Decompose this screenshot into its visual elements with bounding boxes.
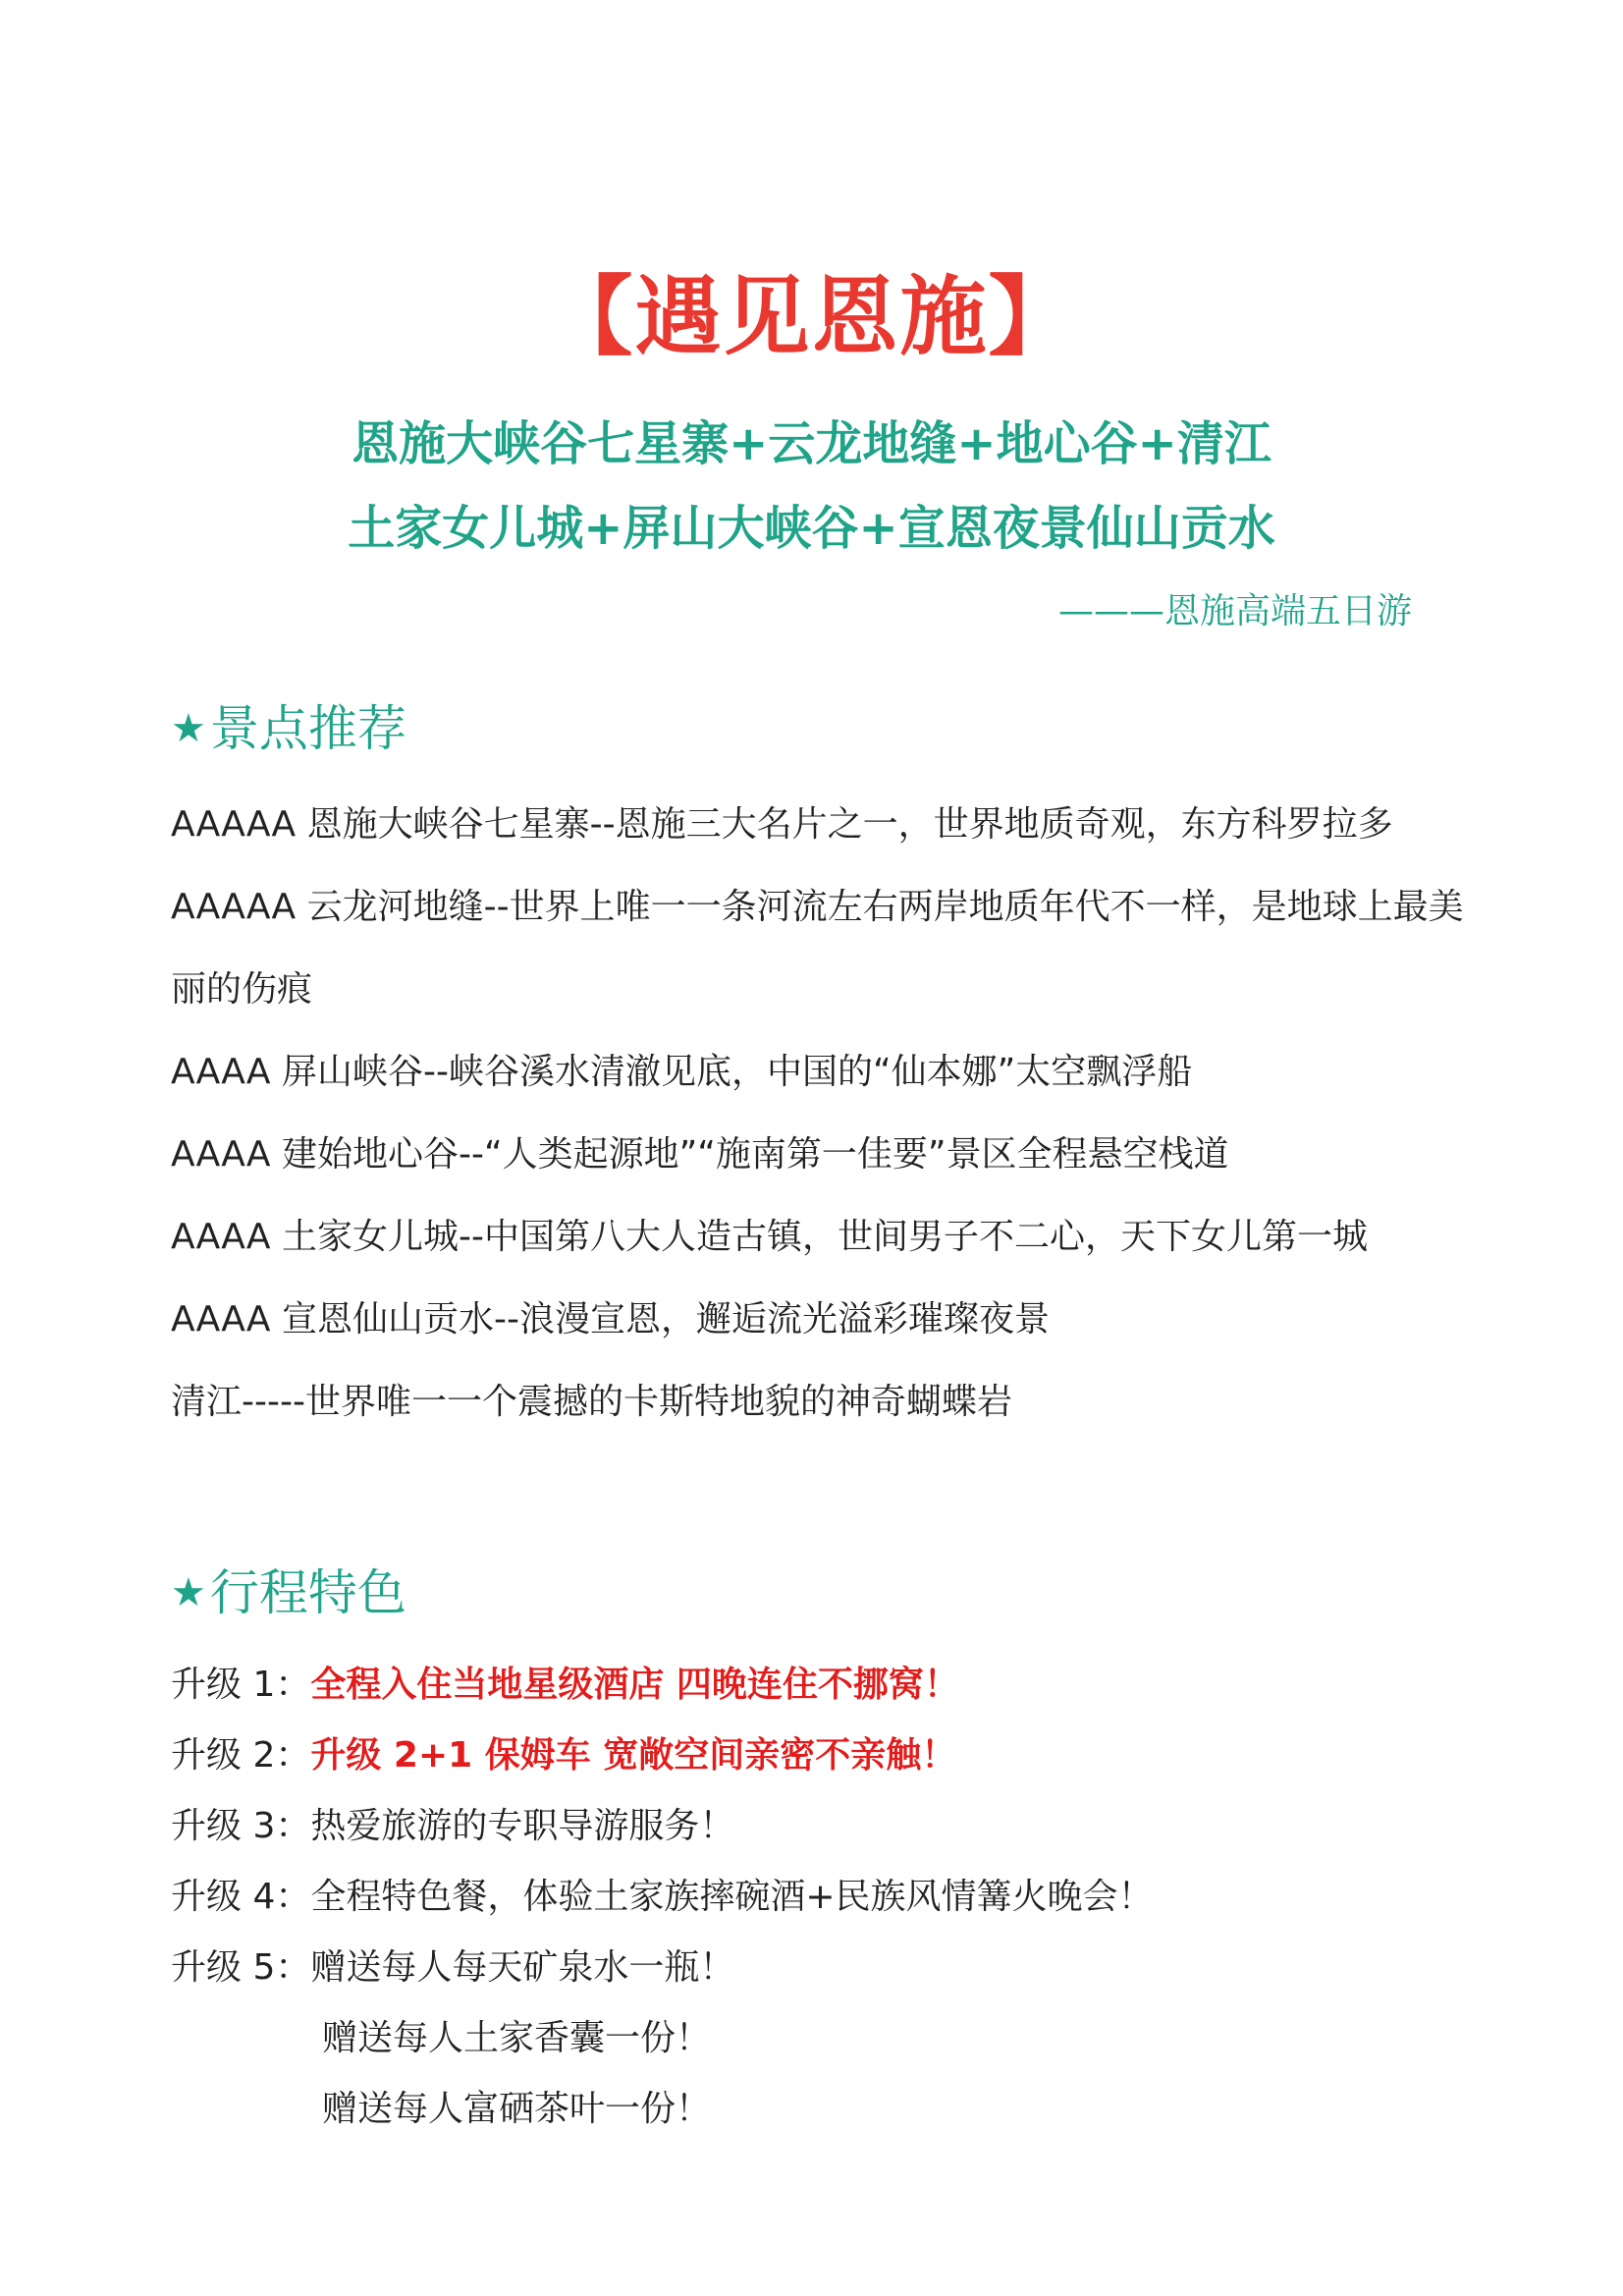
feature-item — [171, 1650, 1467, 1721]
section-heading-text: 景点推荐 — [209, 700, 406, 757]
star-icon: ★ — [171, 1570, 206, 1615]
spots-list — [171, 784, 1467, 1444]
section-heading-features — [171, 1561, 406, 1624]
feature-label: 升级 3： — [171, 1806, 311, 1846]
list-item: AAAAA 恩施大峡谷七星寨--恩施三大名片之一，世界地质奇观，东方科罗拉多 — [171, 804, 1393, 845]
feature-text: 全程入住当地星级酒店 四晚连住不挪窝！ — [310, 1665, 959, 1705]
list-item: AAAA 宣恩仙山贡水--浪漫宣恩，邂逅流光溢彩璀璨夜景 — [171, 1299, 1050, 1339]
subtitle-line-2: 土家女儿城+屏山大峡谷+宣恩夜景仙山贡水 — [348, 501, 1275, 556]
list-item: 清江-----世界唯一一个震撼的卡斯特地貌的神奇蝴蝶岩 — [171, 1382, 1012, 1422]
feature-text: 全程特色餐，体验土家族摔碗酒+民族风情篝火晚会！ — [310, 1877, 1154, 1917]
feature-item — [171, 1933, 1467, 2003]
feature-extra-item: 赠送每人富硒茶叶一份！ — [322, 2089, 712, 2129]
feature-item — [171, 1862, 1467, 1933]
feature-label: 升级 5： — [171, 1947, 311, 1988]
feature-label: 升级 2： — [171, 1735, 311, 1776]
list-item: AAAA 土家女儿城--中国第八大人造古镇，世间男子不二心，天下女儿第一城 — [171, 1217, 1368, 1257]
star-icon: ★ — [171, 706, 206, 751]
feature-text: 热爱旅游的专职导游服务！ — [310, 1806, 735, 1846]
list-item: AAAA 建始地心谷--“人类起源地”“施南第一佳要”景区全程悬空栈道 — [171, 1134, 1229, 1175]
features-list — [171, 1650, 1467, 2145]
feature-extra-item: 赠送每人土家香囊一份！ — [322, 2018, 712, 2058]
feature-item — [171, 1721, 1467, 1791]
tagline: ———恩施高端五日游 — [1057, 591, 1412, 631]
list-item: AAAA 屏山峡谷--峡谷溪水清澈见底，中国的“仙本娜”太空飘浮船 — [171, 1052, 1193, 1092]
feature-label: 升级 1： — [171, 1665, 311, 1705]
feature-text: 升级 2+1 保姆车 宽敞空间亲密不亲触！ — [310, 1735, 957, 1776]
feature-text: 赠送每人每天矿泉水一瓶！ — [310, 1947, 735, 1988]
list-item: AAAAA 云龙河地缝--世界上唯一一条河流左右两岸地质年代不一样，是地球上最美丽的伤痕 — [171, 887, 1464, 1010]
page-title: 【遇见恩施】 — [546, 266, 1077, 367]
feature-label: 升级 4： — [171, 1877, 311, 1917]
section-heading-spots — [171, 697, 406, 760]
section-heading-text: 行程特色 — [209, 1564, 406, 1621]
feature-item — [171, 1791, 1467, 1862]
subtitle-line-1: 恩施大峡谷七星寨+云龙地缝+地心谷+清江 — [352, 416, 1271, 471]
